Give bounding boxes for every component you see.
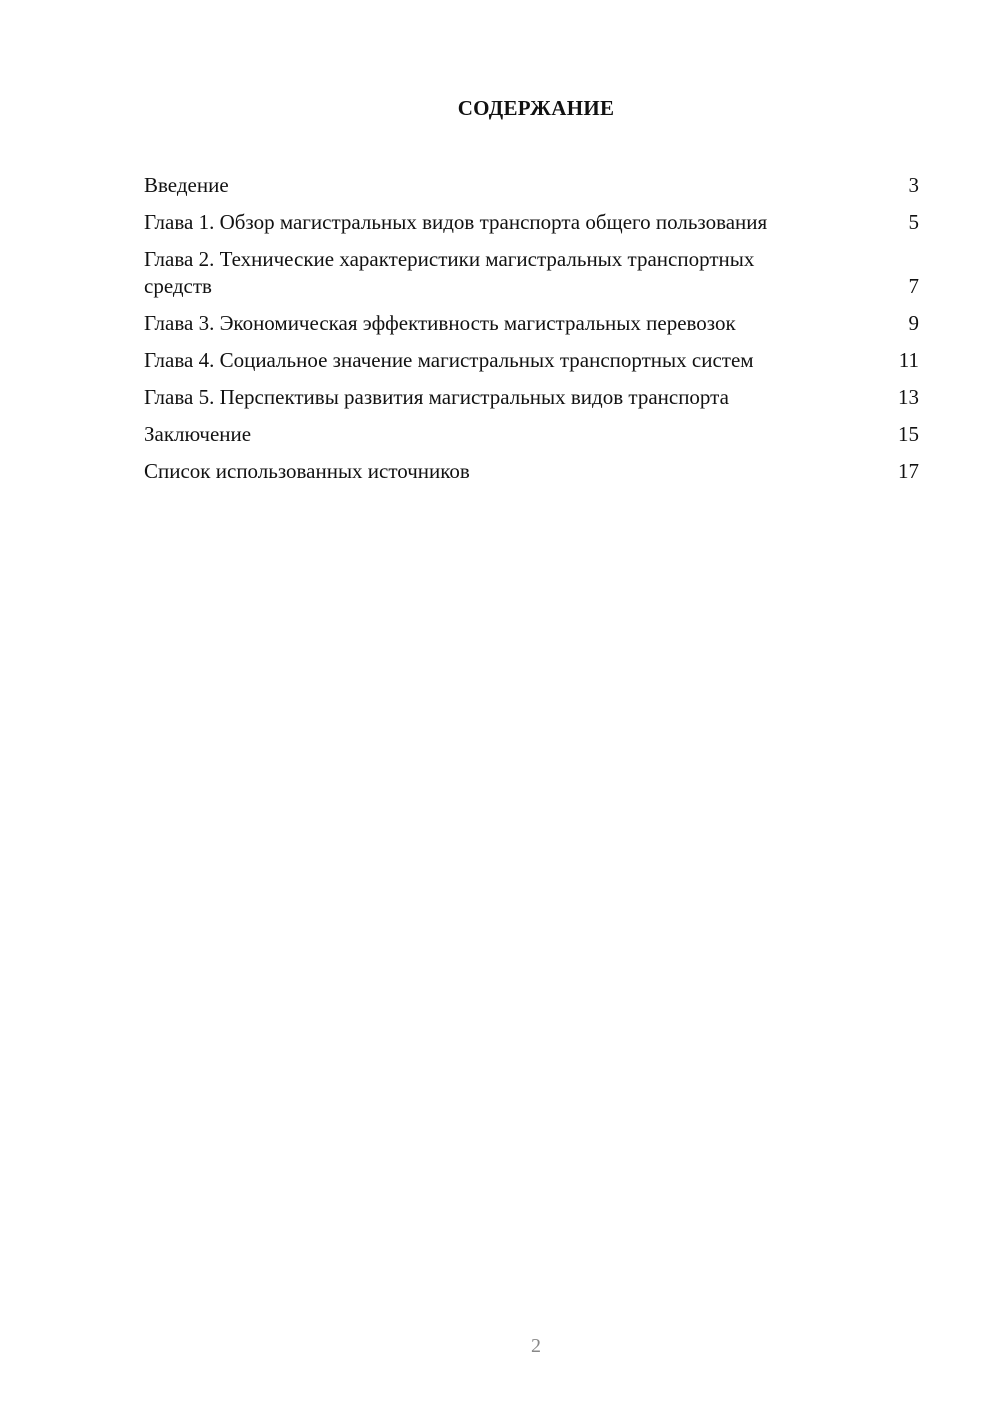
page-title: СОДЕРЖАНИЕ [457,96,615,120]
toc-entry-page: 9 [908,311,919,335]
toc-entry-text: Глава 3. Экономическая эффективность магистральных перевозок [144,311,736,335]
toc-entry-chapter-2[interactable] [144,246,919,300]
toc-entry-page: 15 [898,422,919,446]
toc-entry-page: 7 [908,274,919,298]
toc-entry-conclusion[interactable] [144,421,919,448]
toc-entry-chapter-4[interactable] [144,347,919,374]
toc-entry-page: 5 [908,210,919,234]
toc-entry-text: Глава 4. Социальное значение магистральных транспортных систем [144,348,754,372]
table-of-contents [144,172,919,495]
toc-entry-text: Глава 1. Обзор магистральных видов транспорта общего пользования [144,210,768,234]
toc-entry-introduction[interactable] [144,172,919,199]
toc-entry-text: Глава 2. Технические характеристики магистральных транспортных средств [144,247,755,298]
toc-entry-text: Список использованных источников [144,459,470,483]
page-number: 2 [531,1335,541,1357]
toc-entry-text: Введение [144,173,229,197]
toc-entry-text: Глава 5. Перспективы развития магистральных видов транспорта [144,385,729,409]
toc-entry-references[interactable] [144,458,919,485]
toc-entry-text: Заключение [144,422,252,446]
toc-entry-page: 13 [898,385,919,409]
toc-entry-page: 17 [898,459,919,483]
toc-entry-chapter-3[interactable] [144,310,919,337]
toc-entry-page: 3 [908,173,919,197]
toc-entry-chapter-5[interactable] [144,384,919,411]
toc-entry-chapter-1[interactable] [144,209,919,236]
toc-entry-page: 11 [898,348,919,372]
